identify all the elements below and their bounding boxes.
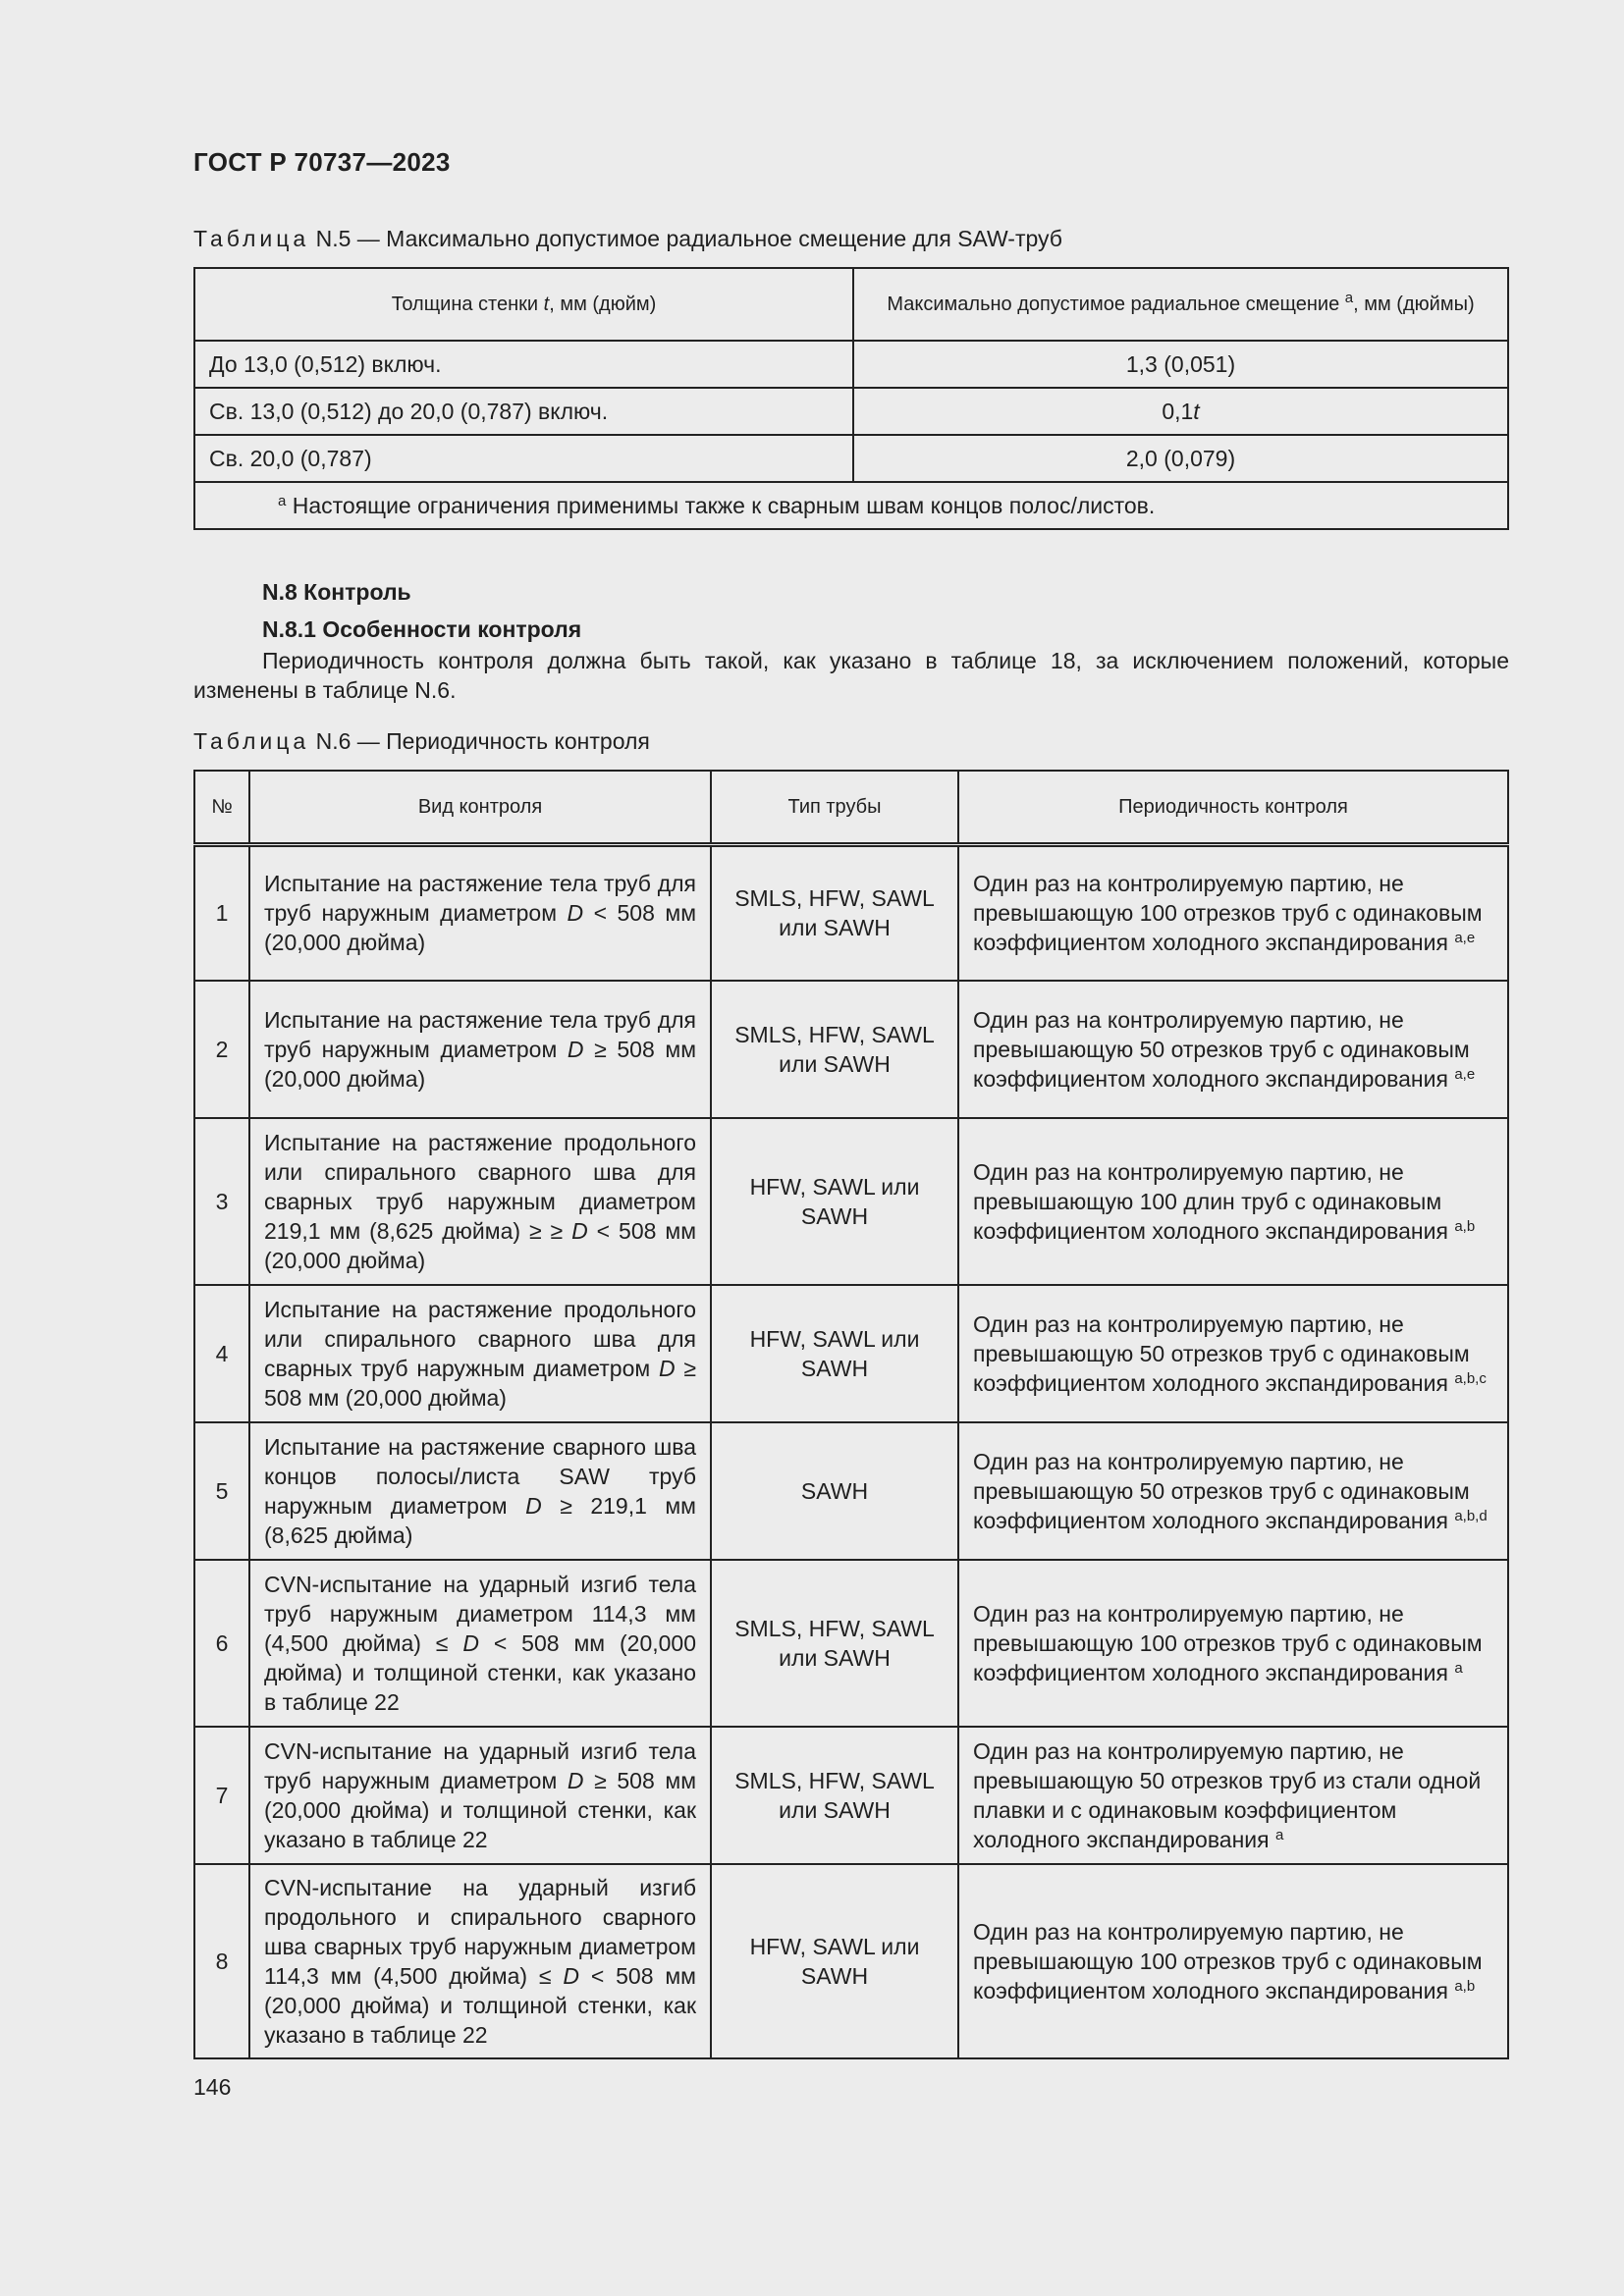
control-kind-cell	[249, 1285, 711, 1422]
frequency-cell	[958, 981, 1508, 1118]
table-n6	[193, 770, 1509, 2059]
pipe-type-cell: HFW, SAWL или SAWH	[711, 1864, 958, 2058]
table-row	[194, 981, 1508, 1118]
frequency-text: Один раз на контролируемую партию, не превышающую 100 отрезков труб с одинаковым коэффициентом холодного экспандирования	[973, 1600, 1483, 1685]
kind-text: CVN-испытание на ударный изгиб тела труб наружным диаметром	[264, 1737, 696, 1793]
footnote-marker: a	[278, 492, 287, 509]
kind-variable: D	[567, 1036, 584, 1062]
pipe-type-cell: SMLS, HFW, SAWL или SAWH	[711, 1560, 958, 1727]
table-n5	[193, 267, 1509, 530]
header-text: Толщина стенки	[391, 293, 544, 315]
thickness-cell: До 13,0 (0,512) включ.	[194, 341, 853, 388]
pipe-type-cell: HFW, SAWL или SAWH	[711, 1285, 958, 1422]
frequency-cell	[958, 1118, 1508, 1285]
kind-text: Испытание на растяжение тела труб для труб наружным диаметром	[264, 871, 696, 927]
table-n6-caption-prefix: Таблица	[193, 728, 310, 754]
kind-text: CVN-испытание на ударный изгиб продольного и спирального сварного шва сварных труб наружным диаметром 114,3 мм (4,500 дюйма) ≤	[264, 1874, 696, 1989]
row-number: 6	[194, 1560, 249, 1727]
table-row	[194, 1560, 1508, 1727]
header-num: №	[194, 771, 249, 845]
section-paragraph: Периодичность контроля должна быть такой, как указано в таблице 18, за исключением положений, которые изменены в таблице N.6.	[193, 648, 1509, 703]
frequency-text: Один раз на контролируемую партию, не превышающую 50 отрезков труб с одинаковым коэффициентом холодного экспандирования	[973, 1448, 1470, 1533]
table-n6-header-row	[194, 771, 1508, 845]
table-row	[194, 388, 1508, 435]
footnote-marker: a	[1274, 1826, 1284, 1843]
frequency-cell	[958, 1727, 1508, 1864]
control-kind-cell	[249, 981, 711, 1118]
frequency-cell	[958, 1285, 1508, 1422]
row-number: 2	[194, 981, 249, 1118]
table-row	[194, 1285, 1508, 1422]
frequency-text: Один раз на контролируемую партию, не превышающую 100 длин труб с одинаковым коэффициентом холодного экспандирования	[973, 1158, 1455, 1244]
table-n5-caption-text: N.5 — Максимально допустимое радиальное смещение для SAW-труб	[309, 226, 1062, 251]
table-n6-caption	[193, 728, 650, 755]
frequency-cell	[958, 1864, 1508, 2058]
table-row	[194, 1422, 1508, 1560]
thickness-cell: Св. 20,0 (0,787)	[194, 435, 853, 482]
header-kind: Вид контроля	[249, 771, 711, 845]
row-number: 8	[194, 1864, 249, 2058]
page-number: 146	[193, 2074, 232, 2100]
pipe-type-cell: HFW, SAWL или SAWH	[711, 1118, 958, 1285]
table-n5-caption-prefix: Таблица	[193, 226, 310, 251]
pipe-type-cell: SMLS, HFW, SAWL или SAWH	[711, 981, 958, 1118]
row-number: 5	[194, 1422, 249, 1560]
offset-cell: 2,0 (0,079)	[853, 435, 1508, 482]
table-n5-header-row	[194, 268, 1508, 341]
control-kind-cell	[249, 845, 711, 981]
document-header: ГОСТ Р 70737—2023	[193, 147, 451, 177]
pipe-type-cell: SAWH	[711, 1422, 958, 1560]
table-n5-footnote-row	[194, 482, 1508, 529]
header-variable: t	[543, 293, 550, 315]
table-n5-header-thickness	[194, 268, 853, 341]
frequency-text: Один раз на контролируемую партию, не превышающую 50 отрезков труб с одинаковым коэффициентом холодного экспандирования	[973, 1310, 1470, 1396]
footnote-marker: a,e	[1454, 930, 1476, 947]
kind-text: < 508 мм (20,000 дюйма)	[264, 900, 697, 956]
footnote-marker: a,b	[1454, 1977, 1476, 1995]
section-title: N.8 Контроль	[262, 579, 411, 605]
kind-text: ≥ 508 мм (20,000 дюйма)	[264, 1355, 697, 1411]
row-number: 1	[194, 845, 249, 981]
control-kind-cell	[249, 1422, 711, 1560]
table-row	[194, 1118, 1508, 1285]
kind-variable: D	[563, 1962, 579, 1989]
kind-text: Испытание на растяжение продольного или спирального сварного шва для сварных труб наружным диаметром 219,1 мм (8,625 дюйма) ≥ ≥	[264, 1129, 696, 1244]
header-frequency: Периодичность контроля	[958, 771, 1508, 845]
kind-text: < 508 мм (20,000 дюйма) и толщиной стенки, как указано в таблице 22	[264, 1962, 696, 2048]
offset-cell: 1,3 (0,051)	[853, 341, 1508, 388]
table-row	[194, 845, 1508, 981]
control-kind-cell	[249, 1727, 711, 1864]
kind-variable: D	[462, 1629, 479, 1656]
footnote-marker: a,e	[1454, 1065, 1476, 1083]
control-kind-cell	[249, 1118, 711, 1285]
header-text: , мм (дюйм)	[549, 293, 657, 315]
footnote-marker: a	[1344, 289, 1354, 306]
pipe-type-cell: SMLS, HFW, SAWL или SAWH	[711, 845, 958, 981]
frequency-text: Один раз на контролируемую партию, не превышающую 100 отрезков труб с одинаковым коэффициентом холодного экспандирования	[973, 1918, 1483, 2003]
footnote-marker: a,b	[1454, 1217, 1476, 1235]
kind-variable: D	[658, 1355, 676, 1381]
table-n5-footnote	[194, 482, 1508, 529]
table-row	[194, 1864, 1508, 2058]
table-row	[194, 435, 1508, 482]
frequency-cell	[958, 845, 1508, 981]
footnote-marker: a,b,c	[1454, 1369, 1487, 1387]
frequency-text: Один раз на контролируемую партию, не превышающую 50 отрезков труб из стали одной плавки и с одинаковым коэффициентом холодного экспандирования	[973, 1737, 1482, 1852]
frequency-cell	[958, 1560, 1508, 1727]
kind-text: ≥ 508 мм (20,000 дюйма)	[264, 1036, 697, 1092]
table-row	[194, 1727, 1508, 1864]
control-kind-cell	[249, 1560, 711, 1727]
frequency-text: Один раз на контролируемую партию, не превышающую 50 отрезков труб с одинаковым коэффициентом холодного экспандирования	[973, 1006, 1470, 1092]
table-row	[194, 341, 1508, 388]
kind-text: < 508 мм (20,000 дюйма) и толщиной стенки, как указано в таблице 22	[264, 1629, 696, 1715]
kind-variable: D	[567, 1767, 584, 1793]
footnote-marker: a,b,d	[1454, 1507, 1488, 1524]
row-number: 3	[194, 1118, 249, 1285]
header-pipe-type: Тип трубы	[711, 771, 958, 845]
kind-variable: D	[525, 1492, 542, 1519]
kind-text: < 508 мм (20,000 дюйма)	[264, 1217, 697, 1273]
footnote-marker: a	[1454, 1659, 1463, 1677]
subsection-title: N.8.1 Особенности контроля	[262, 616, 582, 642]
control-kind-cell	[249, 1864, 711, 2058]
kind-text: CVN-испытание на ударный изгиб тела труб наружным диаметром 114,3 мм (4,500 дюйма) ≤	[264, 1571, 696, 1656]
table-n6-caption-text: N.6 — Периодичность контроля	[309, 728, 650, 754]
kind-variable: D	[567, 900, 584, 927]
kind-text: ≥ 219,1 мм (8,625 дюйма)	[264, 1492, 696, 1548]
header-text: Максимально допустимое радиальное смещение	[887, 293, 1345, 315]
header-text: , мм (дюймы)	[1353, 293, 1475, 315]
kind-text: ≥ 508 мм (20,000 дюйма) и толщиной стенки, как указано в таблице 22	[264, 1767, 697, 1852]
kind-text: Испытание на растяжение продольного или спирального сварного шва для сварных труб наружным диаметром	[264, 1296, 696, 1381]
row-number: 4	[194, 1285, 249, 1422]
kind-text: Испытание на растяжение сварного шва концов полосы/листа SAW труб наружным диаметром	[264, 1433, 696, 1519]
table-n5-header-offset	[853, 268, 1508, 341]
row-number: 7	[194, 1727, 249, 1864]
offset-value: 0,1	[1162, 398, 1194, 424]
kind-variable: D	[571, 1217, 588, 1244]
offset-cell	[853, 388, 1508, 435]
thickness-cell: Св. 13,0 (0,512) до 20,0 (0,787) включ.	[194, 388, 853, 435]
frequency-cell	[958, 1422, 1508, 1560]
offset-variable: t	[1193, 398, 1200, 424]
kind-text: Испытание на растяжение тела труб для труб наружным диаметром	[264, 1006, 696, 1062]
footnote-text: Настоящие ограничения применимы также к сварным швам концов полос/листов.	[286, 492, 1156, 518]
frequency-text: Один раз на контролируемую партию, не превышающую 100 отрезков труб с одинаковым коэффициентом холодного экспандирования	[973, 871, 1483, 956]
table-n5-caption	[193, 226, 1062, 252]
pipe-type-cell: SMLS, HFW, SAWL или SAWH	[711, 1727, 958, 1864]
